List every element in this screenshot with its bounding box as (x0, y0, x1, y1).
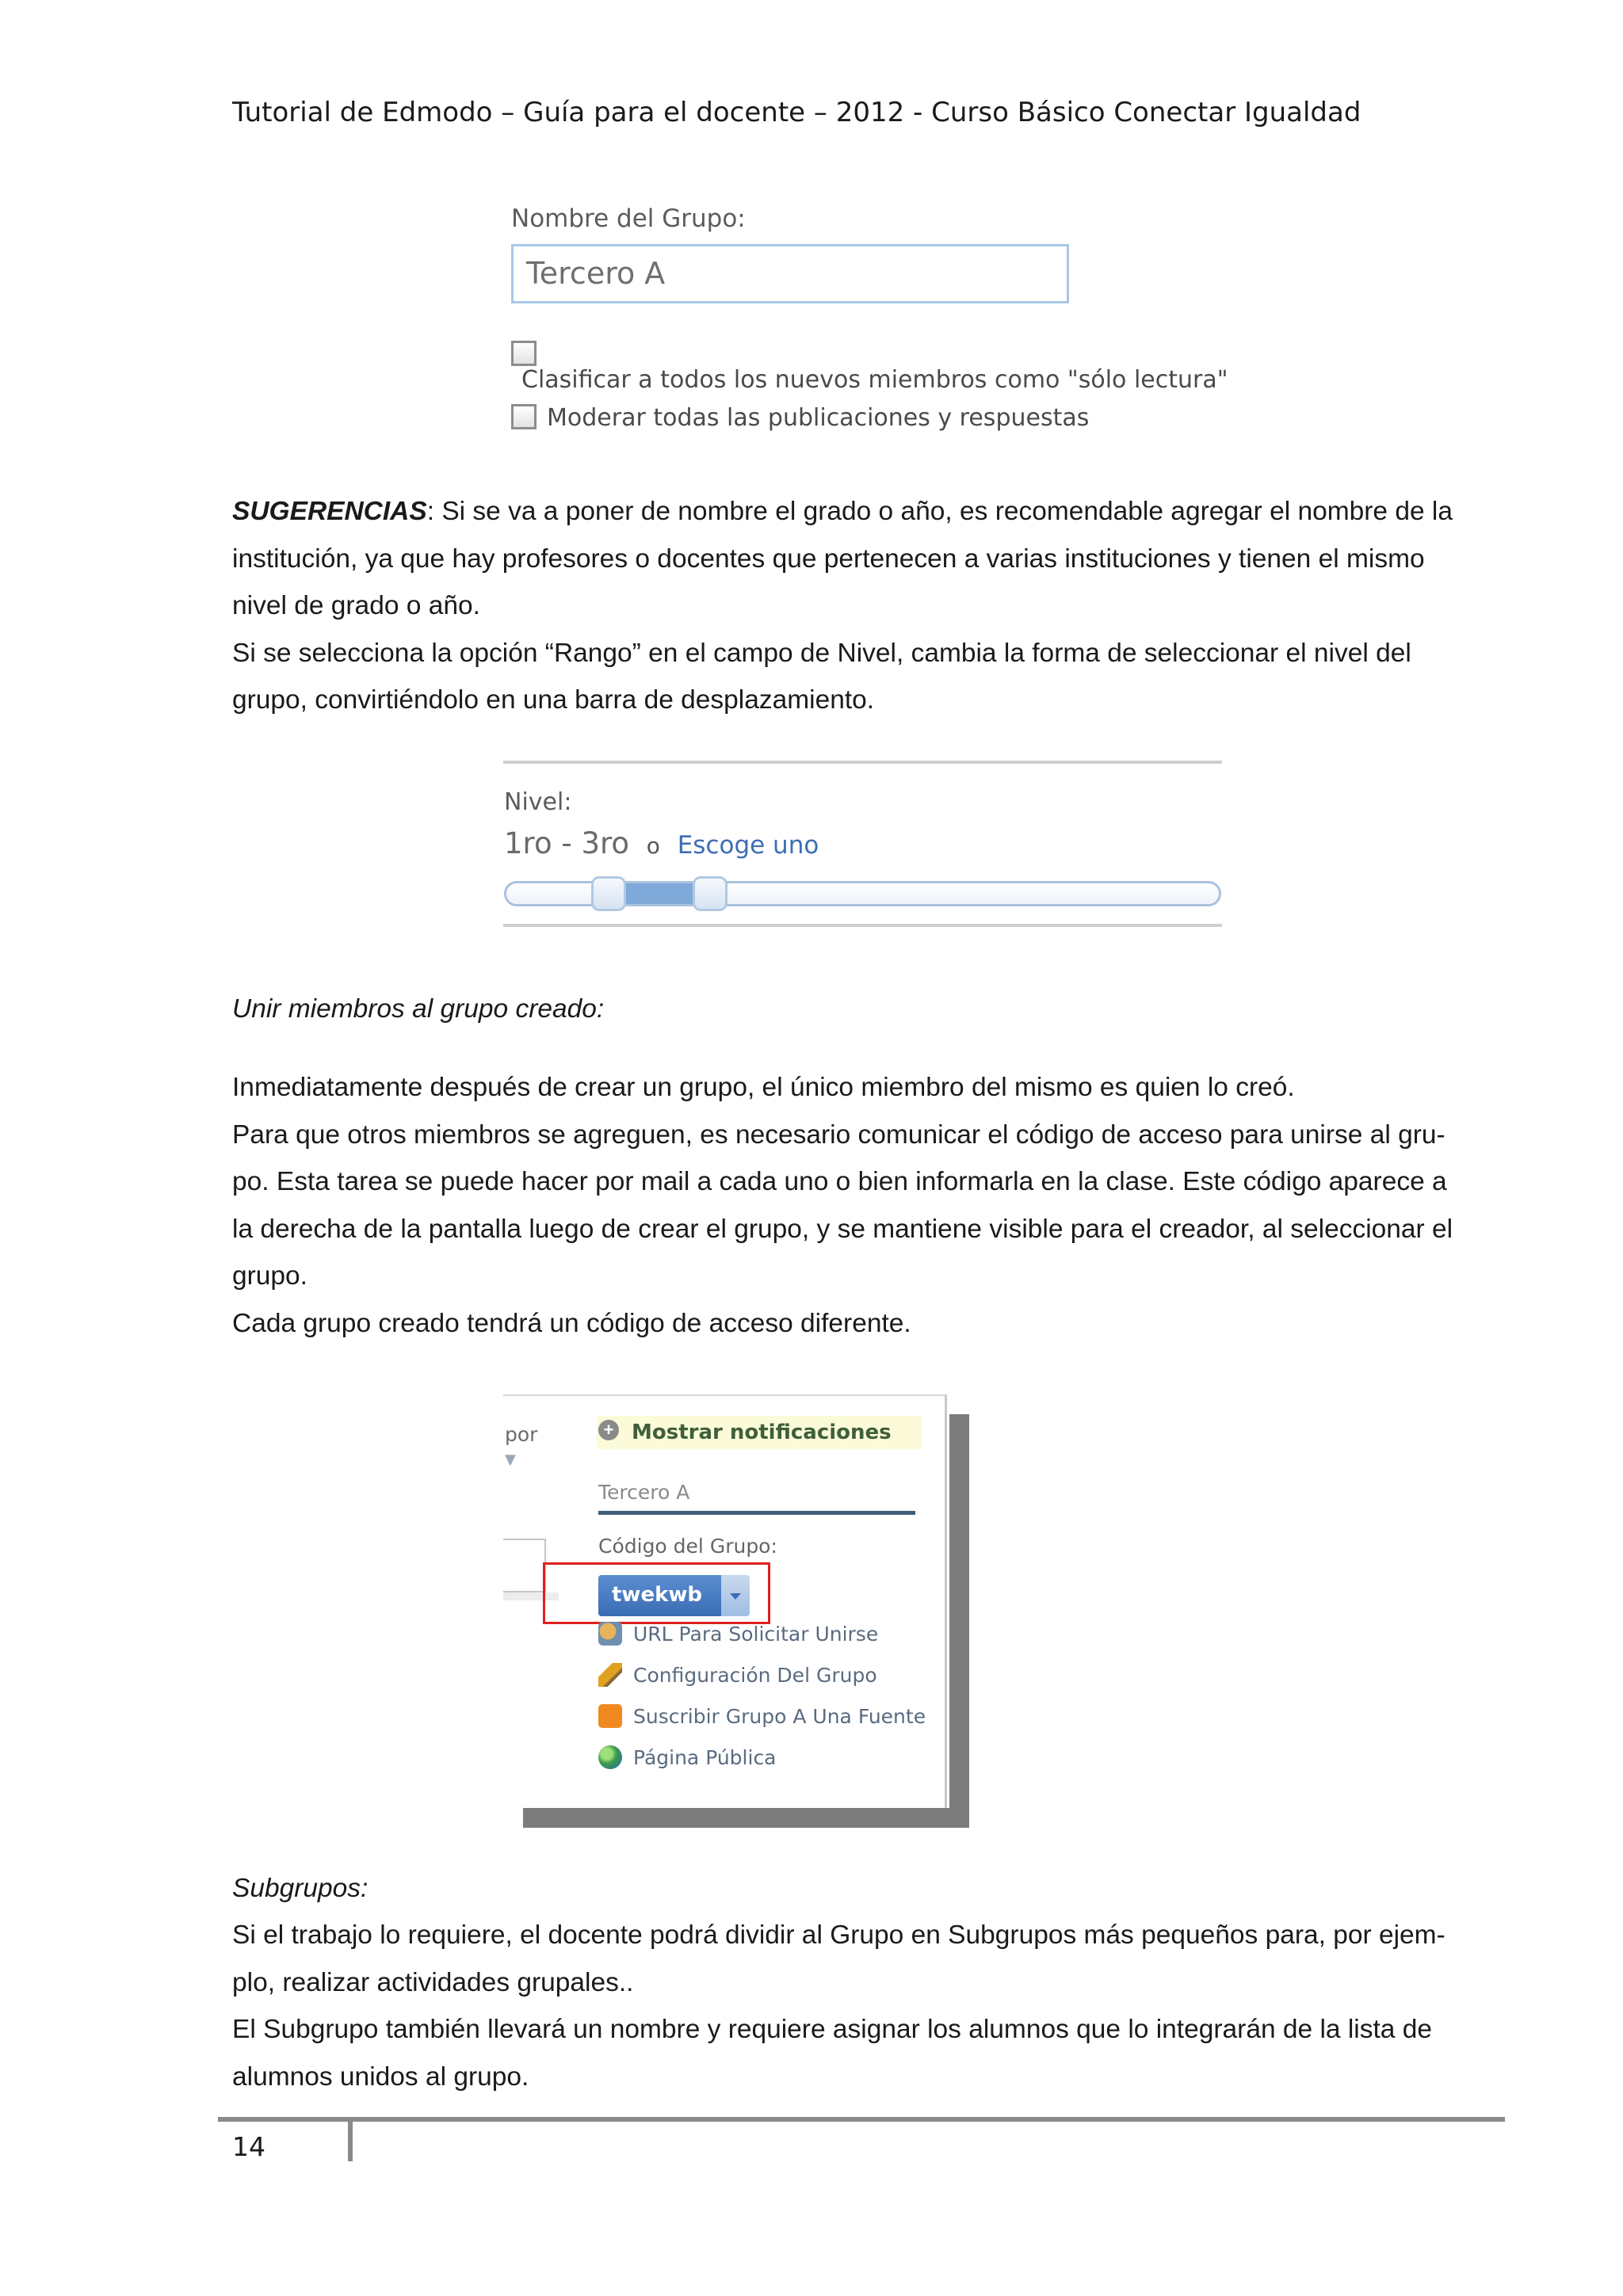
menu-item-label: Suscribir Grupo A Una Fuente (633, 1705, 926, 1728)
subgroups-line: alumnos unidos al grupo. (232, 2061, 529, 2092)
divider (503, 761, 1222, 764)
join-members-paragraph (232, 1064, 1492, 1347)
sort-label: por (505, 1423, 538, 1446)
group-panel-figure (503, 1394, 947, 1808)
slider-handle-end (693, 876, 727, 911)
group-code-label: Código del Grupo: (598, 1535, 777, 1558)
level-or: o (646, 833, 660, 859)
subgroups-heading: Subgrupos: (232, 1874, 369, 1903)
plus-icon: + (598, 1420, 619, 1440)
footer-divider (348, 2122, 353, 2161)
level-range (504, 826, 819, 860)
sort-dropdown (505, 1423, 551, 1469)
moderate-checkbox-label: Moderar todas las publicaciones y respuestas (547, 404, 1090, 432)
divider (503, 924, 1222, 927)
highlight-box (543, 1562, 770, 1624)
level-range-value: 1ro - 3ro (504, 826, 630, 860)
join-line: grupo. (232, 1261, 307, 1291)
document-header: Tutorial de Edmodo – Guía para el docente – 2012 - Curso Básico Conectar Igualdad (232, 97, 1361, 128)
read-only-checkbox (511, 341, 537, 366)
menu-item-request-url (598, 1623, 878, 1647)
chevron-down-icon: ▼ (505, 1451, 516, 1468)
suggestions-line: Si se selecciona la opción “Rango” en el campo de Nivel, cambia la forma de seleccionar el nivel del (232, 638, 1411, 668)
menu-item-label: Configuración Del Grupo (633, 1664, 877, 1687)
subgroups-line: plo, realizar actividades grupales.. (232, 1967, 634, 1997)
join-line: Inmediatamente después de crear un grupo, el único miembro del mismo es quien lo creó. (232, 1073, 1295, 1102)
group-code-button: twekwb (598, 1575, 721, 1616)
menu-item-group-settings (598, 1664, 877, 1688)
menu-item-subscribe-feed (598, 1705, 926, 1730)
level-label: Nivel: (504, 788, 572, 816)
menu-item-public-page (598, 1746, 777, 1771)
group-name-underline (598, 1511, 915, 1515)
suggestions-line: institución, ya que hay profesores o docentes que pertenecen a varias instituciones y tienen el mismo (232, 543, 1425, 574)
choose-level-link: Escoge uno (677, 831, 819, 860)
suggestions-paragraph (232, 488, 1492, 724)
group-name-input: Tercero A (511, 244, 1069, 303)
slider-handle-start (591, 876, 626, 911)
suggestions-label: SUGERENCIAS (232, 497, 427, 526)
page-number: 14 (232, 2131, 265, 2162)
globe-icon (598, 1745, 622, 1769)
pencil-icon (598, 1663, 622, 1687)
menu-item-label: Página Pública (633, 1746, 777, 1769)
join-line: po. Esta tarea se puede hacer por mail a cada uno o bien informarla en la clase. Este código aparece a (232, 1167, 1447, 1196)
rss-icon (598, 1704, 622, 1728)
moderate-checkbox (511, 404, 537, 429)
subgroups-line: El Subgrupo también llevará un nombre y requiere asignar los alumnos que lo integrarán de la lista de (232, 2015, 1432, 2044)
join-line: Cada grupo creado tendrá un código de acceso diferente. (232, 1308, 911, 1338)
figure-shadow (949, 1414, 969, 1828)
join-line: la derecha de la pantalla luego de crear el grupo, y se mantiene visible para el creador, al seleccionar el (232, 1214, 1453, 1244)
suggestions-line: nivel de grado o año. (232, 591, 480, 620)
figure-shadow (523, 1808, 969, 1828)
subgroups-line: Si el trabajo lo requiere, el docente podrá dividir al Grupo en Subgrupos más pequeños para, por ejem- (232, 1920, 1445, 1950)
menu-item-label: URL Para Solicitar Unirse (633, 1623, 879, 1646)
join-line: Para que otros miembros se agreguen, es necesario comunicar el código de acceso para unirse al gru- (232, 1119, 1445, 1150)
group-name-label: Nombre del Grupo: (511, 204, 746, 233)
join-members-heading: Unir miembros al grupo creado: (232, 994, 605, 1024)
footer-rule (218, 2117, 1505, 2122)
read-only-checkbox-label: Clasificar a todos los nuevos miembros como "sólo lectura" (521, 366, 1228, 394)
subgroups-paragraph (232, 1912, 1492, 2100)
show-notifications-link: Mostrar notificaciones (632, 1421, 892, 1444)
user-link-icon (598, 1622, 622, 1646)
suggestions-line: grupo, convirtiéndolo en una barra de desplazamiento. (232, 685, 875, 715)
group-name: Tercero A (598, 1481, 690, 1504)
suggestions-line: : Si se va a poner de nombre el grado o año, es recomendable agregar el nombre de la (426, 497, 1453, 526)
left-box-fragment (503, 1539, 546, 1592)
